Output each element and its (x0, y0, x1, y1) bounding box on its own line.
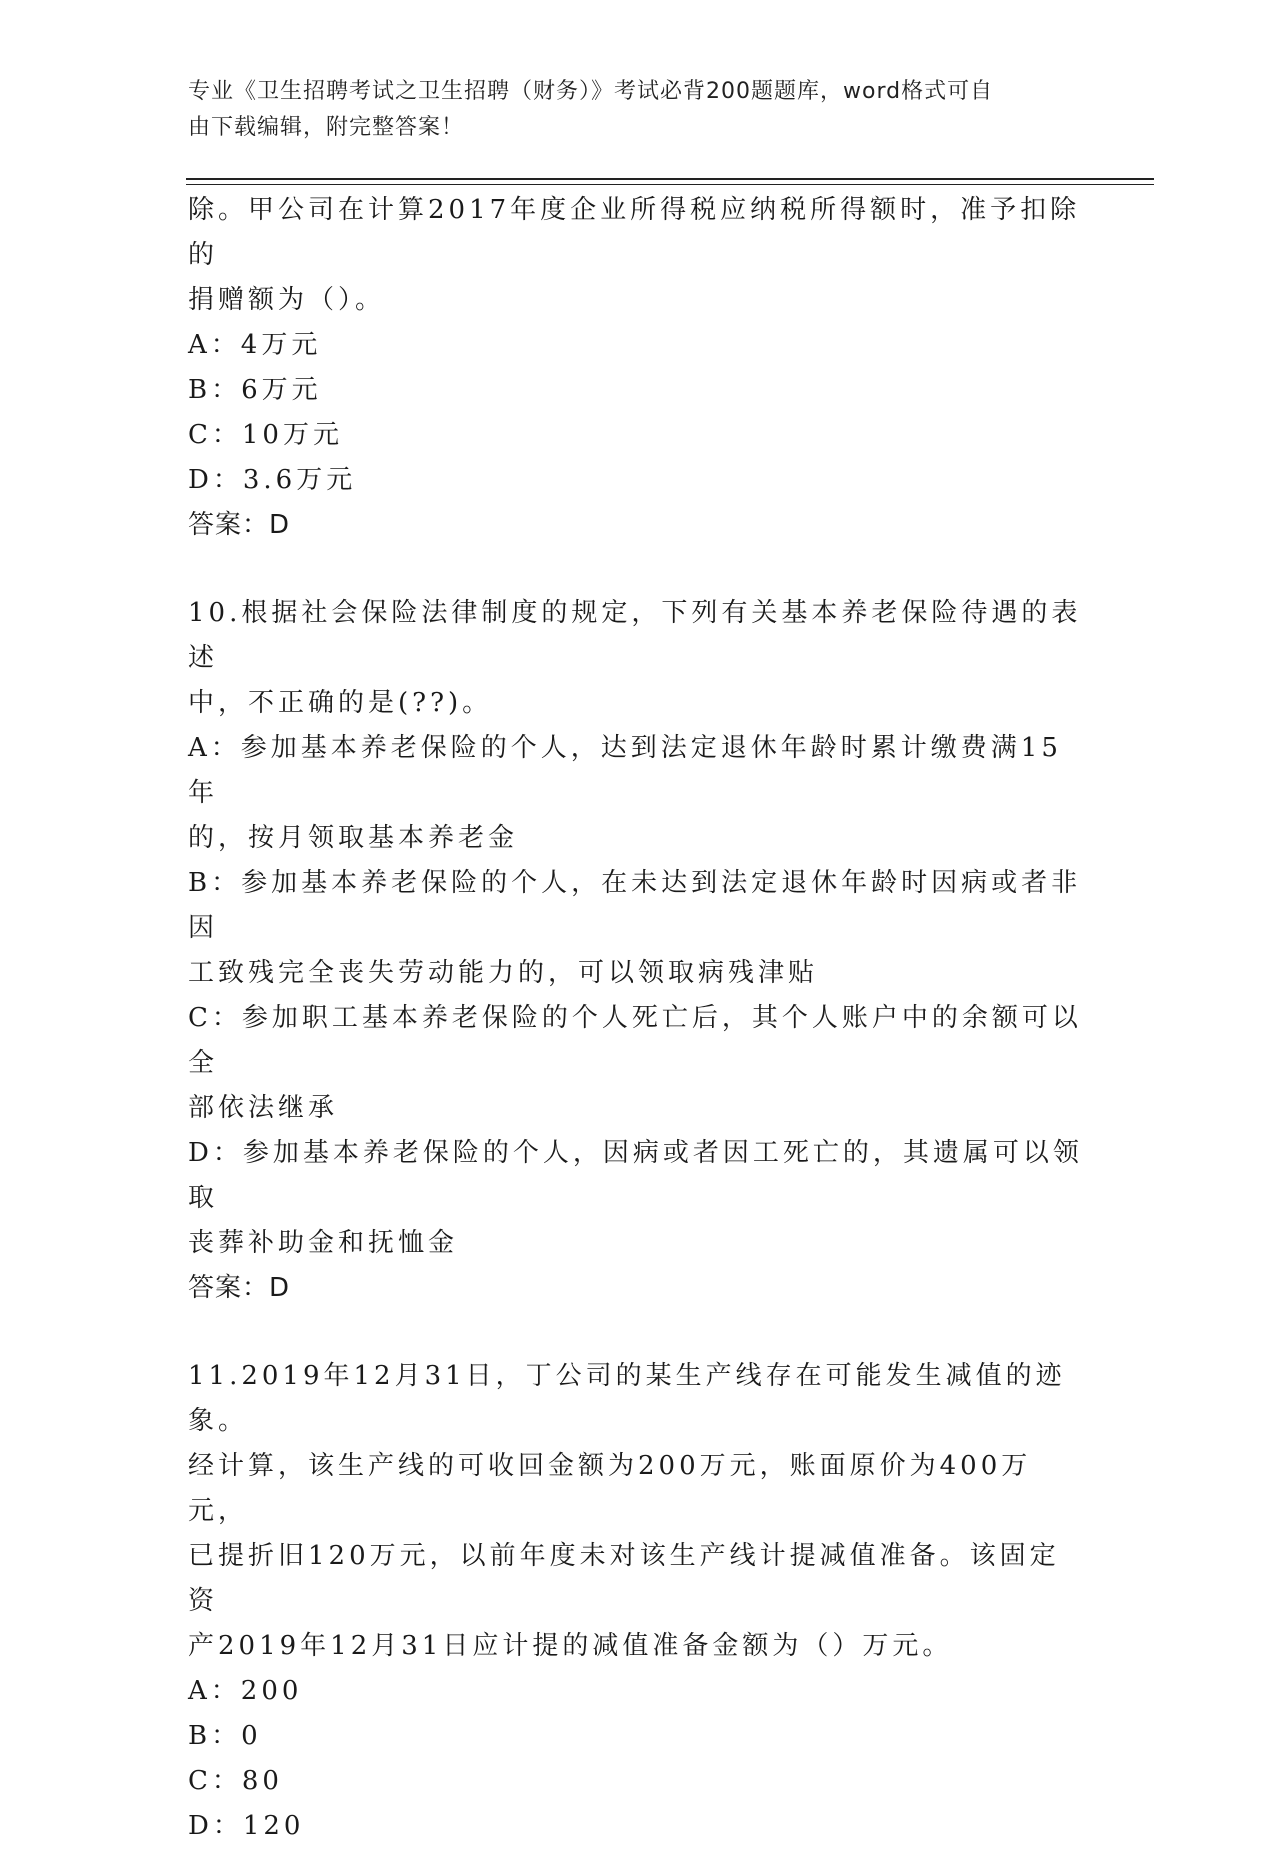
option-d: D：120 (188, 1811, 305, 1841)
question-stem: 经计算，该生产线的可收回金额为200万元，账面原价为400万元， (188, 1451, 1032, 1526)
question-spacer (188, 548, 1088, 591)
question-stem: 已提折旧120万元，以前年度未对该生产线计提减值准备。该固定资 (188, 1541, 1060, 1616)
option-c-cont: 部依法继承 (188, 1093, 339, 1123)
option-c: C：80 (188, 1766, 283, 1796)
question-stem: 产2019年12月31日应计提的减值准备金额为（）万元。 (188, 1631, 953, 1661)
header-line-1: 专业《卫生招聘考试之卫生招聘（财务）》考试必背200题题库，word格式可自 (188, 79, 994, 104)
header-line-2: 由下载编辑，附完整答案！ (188, 115, 465, 140)
option-a-cont: 的，按月领取基本养老金 (188, 823, 519, 853)
question-10 (188, 591, 1088, 1311)
option-d: D：3.6万元 (188, 465, 357, 495)
question-9 (188, 188, 1088, 548)
question-stem: 捐赠额为（）。 (188, 285, 386, 315)
document-header (188, 74, 1068, 146)
header-divider-thin (186, 184, 1154, 185)
option-a: A：参加基本养老保险的个人，达到法定退休年龄时累计缴费满15年 (188, 733, 1062, 808)
option-d: D：参加基本养老保险的个人，因病或者因工死亡的，其遗属可以领取 (188, 1138, 1083, 1213)
question-stem: 11.2019年12月31日，丁公司的某生产线存在可能发生减值的迹象。 (188, 1361, 1066, 1436)
question-spacer (188, 1311, 1088, 1354)
option-b: B：6万元 (188, 375, 322, 405)
question-stem: 10.根据社会保险法律制度的规定，下列有关基本养老保险待遇的表述 (188, 598, 1082, 673)
option-a: A：200 (188, 1676, 303, 1706)
document-body (188, 188, 1088, 1849)
option-a: A：4万元 (188, 330, 322, 360)
answer-line: 答案：D (188, 510, 291, 540)
question-stem: 中，不正确的是(??)。 (188, 688, 493, 718)
option-b: B：参加基本养老保险的个人，在未达到法定退休年龄时因病或者非因 (188, 868, 1082, 943)
question-stem: 除。甲公司在计算2017年度企业所得税应纳税所得额时，准予扣除的 (188, 195, 1081, 270)
option-c: C：参加职工基本养老保险的个人死亡后，其个人账户中的余额可以全 (188, 1003, 1082, 1078)
option-b-cont: 工致残完全丧失劳动能力的，可以领取病残津贴 (188, 958, 819, 988)
option-c: C：10万元 (188, 420, 343, 450)
answer-line: 答案：D (188, 1273, 291, 1303)
option-d-cont: 丧葬补助金和抚恤金 (188, 1228, 459, 1258)
question-11 (188, 1354, 1088, 1849)
header-divider-thick (186, 178, 1154, 180)
option-b: B：0 (188, 1721, 262, 1751)
